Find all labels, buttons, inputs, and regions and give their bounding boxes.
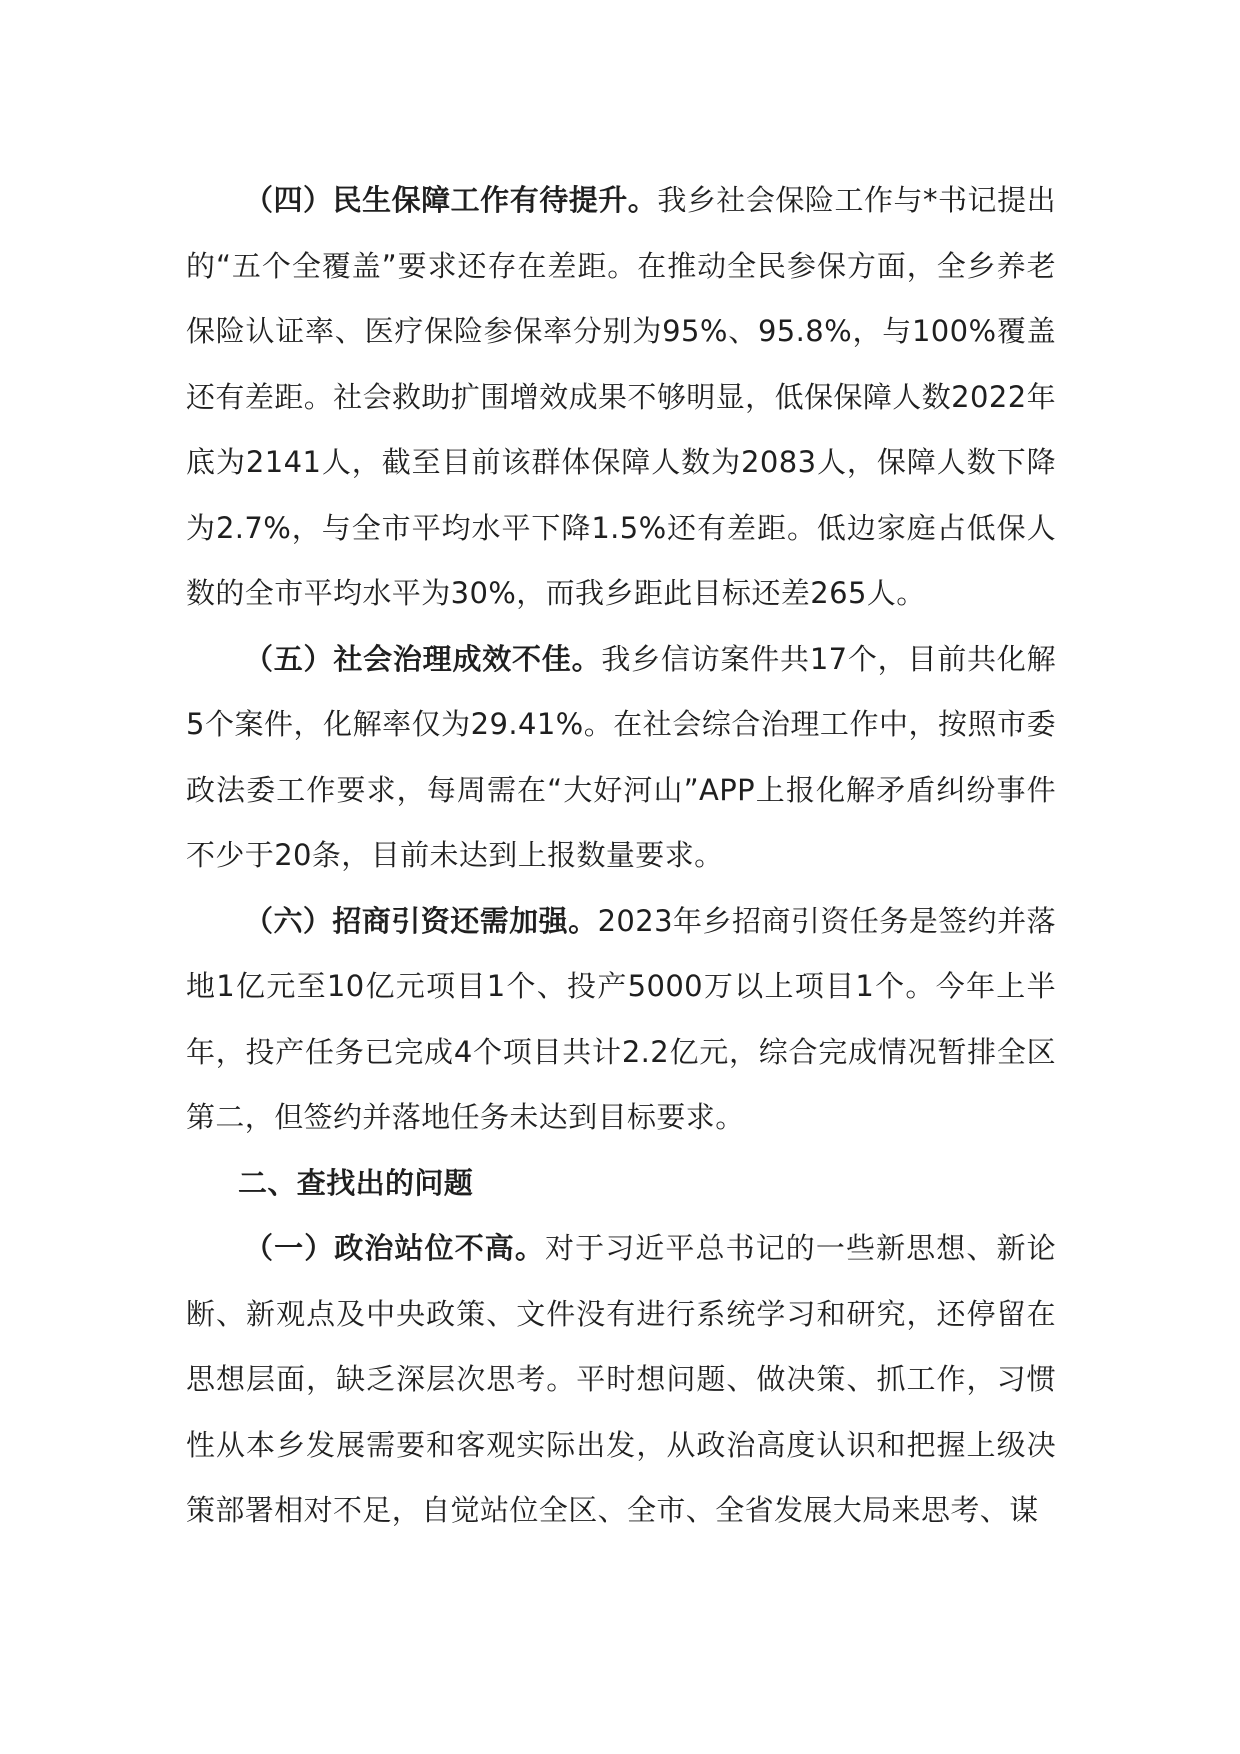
paragraph-text: 对于习近平总书记的一些新思想、新论断、新观点及中央政策、文件没有进行系统学习和研究，还停留在思想层面，缺乏深层次思考。平时想问题、做决策、抓工作，习惯性从本乡发展需要和客观实际出发，从政治高度认识和把握上级决策部署相对不足，自觉站位全区、全市、全省发展大局来思考、谋 <box>186 1231 1056 1527</box>
paragraph-political-stance <box>186 1216 1056 1544</box>
paragraph-lead: （六）招商引资还需加强。 <box>244 903 598 938</box>
paragraph-livelihood-security <box>186 168 1056 627</box>
section-heading: 二、查找出的问题 <box>238 1165 474 1200</box>
paragraph-lead: （一）政治站位不高。 <box>244 1231 545 1265</box>
paragraph-text: 2023年乡招商引资任务是签约并落地1亿元至10亿元项目1个、投产5000万以上项目1个。今年上半年，投产任务已完成4个项目共计2.2亿元，综合完成情况暂排全区第二，但签约并落地任务未达到目标要求。 <box>186 903 1056 1134</box>
paragraph-investment-attraction <box>186 889 1056 1151</box>
paragraph-text: 我乡社会保险工作与*书记提出的“五个全覆盖”要求还存在差距。在推动全民参保方面，全乡养老保险认证率、医疗保险参保率分别为95%、95.8%，与100%覆盖还有差距。社会救助扩围增效成果不够明显，低保保障人数2022年底为2141人，截至目前该群体保障人数为2083人，保障人数下降为2.7%，与全市平均水平下降1.5%还有差距。低边家庭占低保人数的全市平均水平为30%，而我乡距此目标还差265人。 <box>186 183 1056 610</box>
paragraph-lead: （五）社会治理成效不佳。 <box>244 641 602 676</box>
document-body <box>186 168 1056 1544</box>
paragraph-text: 我乡信访案件共17个，目前共化解5个案件，化解率仅为29.41%。在社会综合治理工作中，按照市委政法委工作要求，每周需在“大好河山”APP上报化解矛盾纠纷事件不少于20条，目前未达到上报数量要求。 <box>186 641 1056 872</box>
paragraph-social-governance <box>186 627 1056 889</box>
paragraph-lead: （四）民生保障工作有待提升。 <box>244 183 658 217</box>
